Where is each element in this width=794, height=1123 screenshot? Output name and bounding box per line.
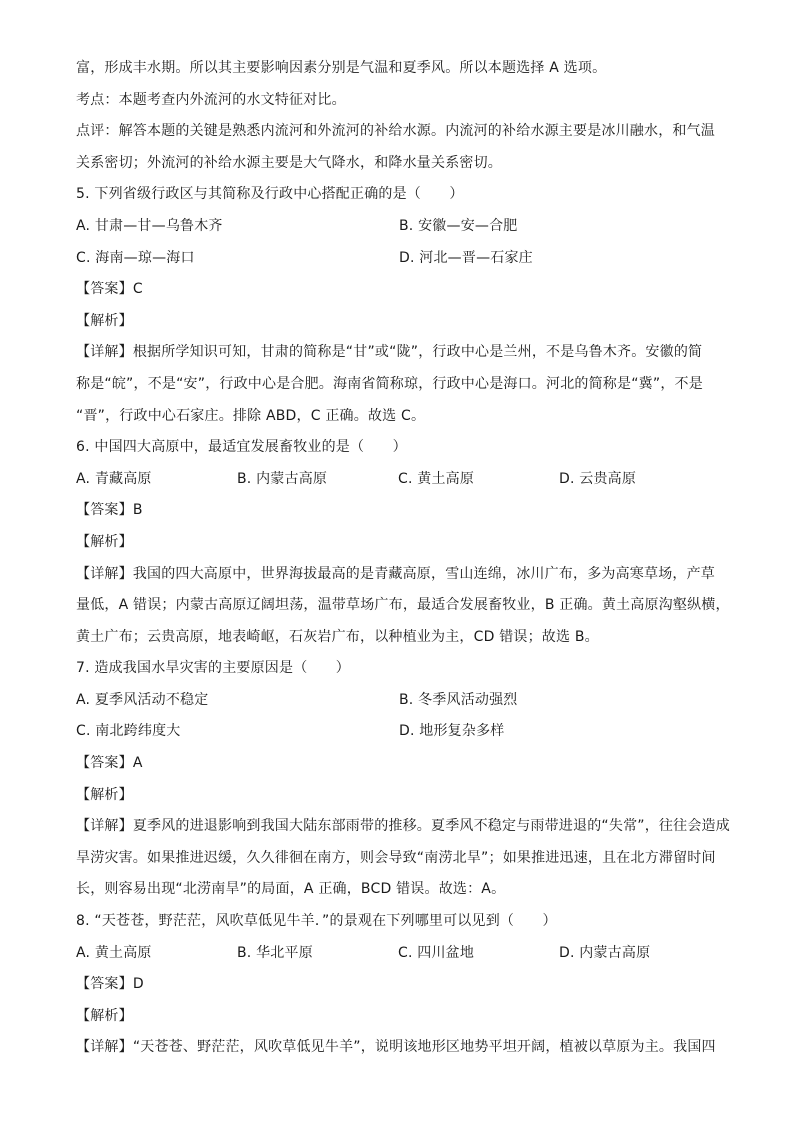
q6-option-b: B. 内蒙古高原 [237,470,328,487]
q5-option-d: D. 河北—晋—石家庄 [399,249,533,266]
q6-options-row [76,469,736,501]
q5-option-a: A. 甘肃—甘—乌鲁木齐 [76,217,223,234]
q7-analysis-label: 【解析】 [76,786,133,803]
q6-analysis-label: 【解析】 [76,533,133,550]
q5-detail-text-1: 根据所学知识可知，甘肃的简称是“甘”或“陇”，行政中心是兰州，不是乌鲁木齐。安徽的简 [132,344,703,361]
q6-detail-line-1 [76,564,736,596]
q5-detail-line-3: “晋”，行政中心石家庄。排除 ABD，C 正确。故选 C。 [76,407,426,424]
q6-detail-line-2: 量低，A 错误；内蒙古高原辽阔坦荡，温带草场广布，最适合发展畜牧业，B 正确。黄土高原沟壑纵横， [76,597,730,614]
q8-options-row [76,943,736,975]
q6-option-c: C. 黄土高原 [398,470,475,487]
q5-answer-value: C [132,281,143,298]
q6-option-d: D. 云贵高原 [559,470,637,487]
q5-options-row-2 [76,248,736,280]
q8-detail-text-1: “天苍苍、野茫茫，风吹草低见牛羊”，说明该地形区地势平坦开阔，植被以草原为主。我国四 [132,1039,716,1056]
q5-answer [76,279,736,311]
q8-answer-value: D [132,976,144,993]
q7-option-c: C. 南北跨纬度大 [76,723,181,740]
q7-options-row-1 [76,690,736,722]
q7-option-b: B. 冬季风活动强烈 [399,691,518,708]
q6-detail-line-3: 黄土广布；云贵高原，地表崎岖，石灰岩广布，以种植业为主，CD 错误；故选 B。 [76,628,599,645]
q5-detail-line-1 [76,342,736,374]
dianping-line-1: 点评：解答本题的关键是熟悉内流河和外流河的补给水源。内流河的补给水源主要是冰川融水，和气温 [76,123,715,140]
document-page [76,58,736,1069]
q7-answer [76,753,736,785]
q8-analysis-label: 【解析】 [76,1007,133,1024]
answer-label: 【答案】 [76,976,133,993]
answer-label: 【答案】 [76,502,133,519]
answer-label: 【答案】 [76,755,133,772]
intro-line: 富，形成丰水期。所以其主要影响因素分别是气温和夏季风。所以本题选择 A 选项。 [76,60,607,76]
q6-option-a: A. 青藏高原 [76,470,152,487]
q7-detail-line-2: 旱涝灾害。如果推进迟缓，久久徘徊在南方，则会导致“南涝北旱”；如果推进迅速，且在北方滞留时间 [76,849,716,866]
q7-option-d: D. 地形复杂多样 [399,723,505,740]
q7-detail-line-3: 长，则容易出现“北涝南旱”的局面，A 正确，BCD 错误。故选：A。 [76,881,506,898]
q7-stem: 7. 造成我国水旱灾害的主要原因是（ ） [76,660,351,677]
q5-option-b: B. 安徽—安—合肥 [399,217,518,234]
q8-option-c: C. 四川盆地 [398,944,475,961]
q7-detail-line-1 [76,816,736,848]
q6-stem: 6. 中国四大高原中，最适宜发展畜牧业的是（ ） [76,439,407,456]
q7-option-a: A. 夏季风活动不稳定 [76,691,209,708]
q5-option-c: C. 海南—琼—海口 [76,249,195,266]
q8-answer [76,974,736,1006]
q5-stem: 5. 下列省级行政区与其简称及行政中心搭配正确的是（ ） [76,186,464,203]
answer-label: 【答案】 [76,281,133,298]
q6-answer [76,500,736,532]
q7-options-row-2 [76,721,736,753]
detail-label: 【详解】 [76,565,133,582]
q8-option-b: B. 华北平原 [237,944,313,961]
q6-answer-value: B [132,502,143,519]
q8-detail-line-1 [76,1037,736,1069]
kaodian-line: 考点：本题考查内外流河的水文特征对比。 [76,91,346,108]
q5-analysis-label: 【解析】 [76,312,133,329]
q5-detail-line-2: 称是“皖”，不是“安”，行政中心是合肥。海南省简称琼，行政中心是海口。河北的简称是“冀”，不是 [76,375,703,392]
q8-option-a: A. 黄土高原 [76,944,152,961]
dianping-line-2: 关系密切；外流河的补给水源主要是大气降水，和降水量关系密切。 [76,154,502,171]
q7-answer-value: A [132,755,143,772]
q8-option-d: D. 内蒙古高原 [559,944,651,961]
q8-stem: 8. “天苍苍，野茫茫，风吹草低见牛羊．”的景观在下列哪里可以见到（ ） [76,913,557,930]
detail-label: 【详解】 [76,344,133,361]
detail-label: 【详解】 [76,1039,133,1056]
q6-detail-text-1: 我国的四大高原中，世界海拔最高的是青藏高原，雪山连绵，冰川广布，多为高寒草场，产草 [132,565,716,582]
q5-options-row-1 [76,216,736,248]
detail-label: 【详解】 [76,818,133,835]
q7-detail-text-1: 夏季风的进退影响到我国大陆东部雨带的推移。夏季风不稳定与雨带进退的“失常”，往往会造成 [132,818,730,835]
